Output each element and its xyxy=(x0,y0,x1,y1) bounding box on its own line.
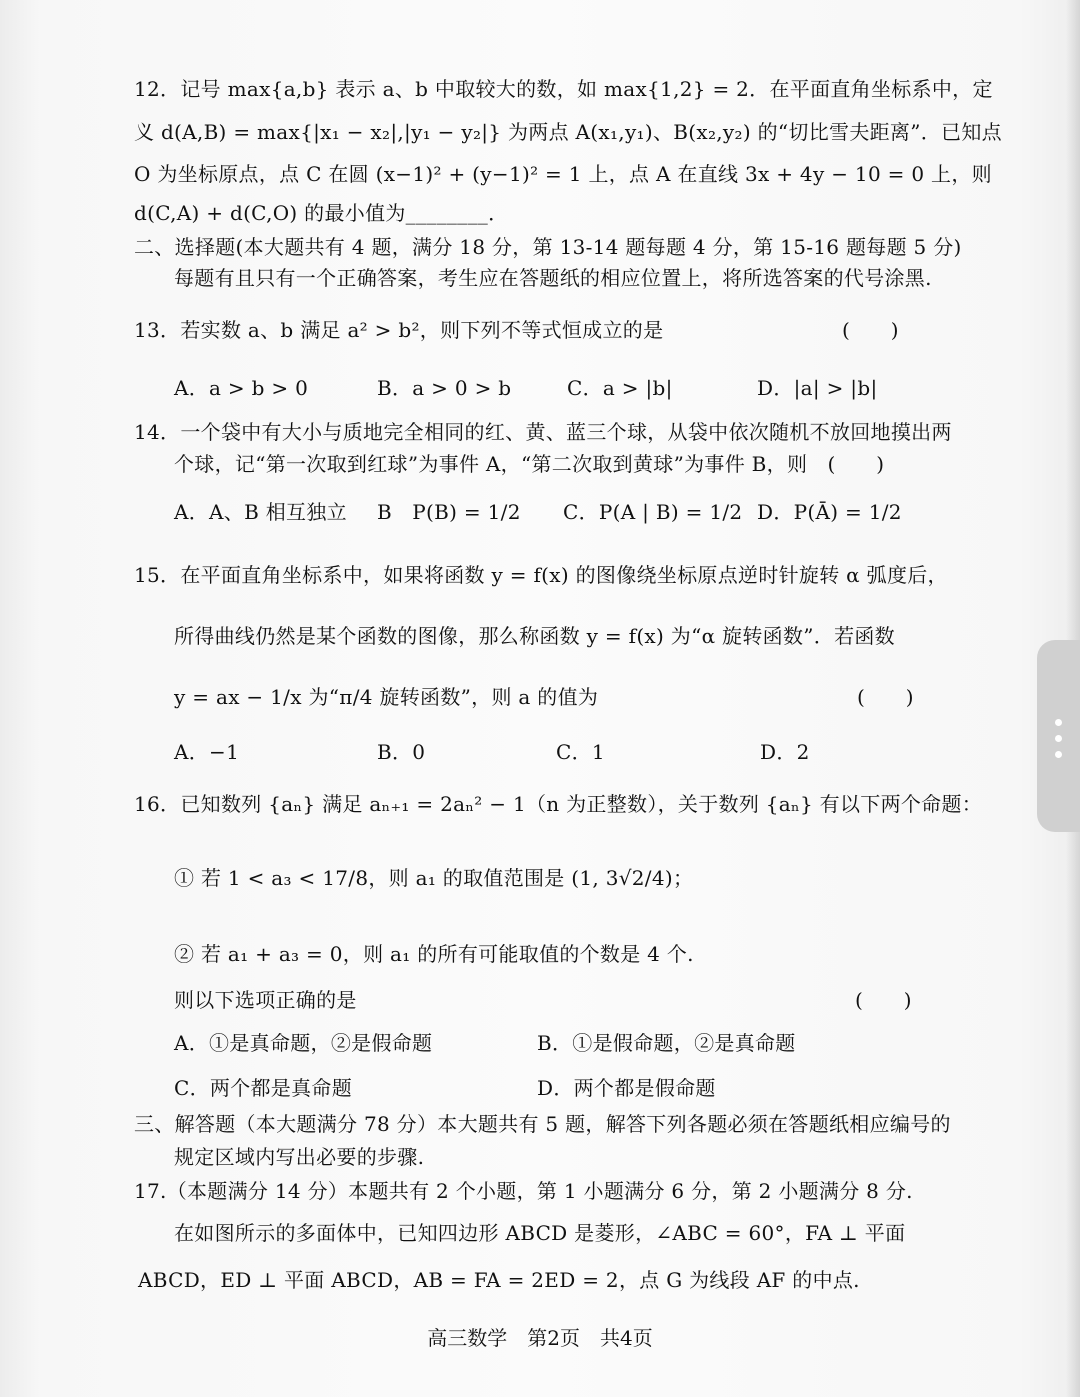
scroll-handle[interactable] xyxy=(1037,640,1080,832)
q16-option-c: C．两个都是真命题 xyxy=(174,1076,353,1100)
q12-line-3: O 为坐标原点，点 C 在圆 (x−1)² + (y−1)² = 1 上，点 A 在直线 3x + 4y − 10 = 0 上，则 xyxy=(134,162,992,186)
q15-option-d: D．2 xyxy=(760,740,810,764)
q13-stem: 13．若实数 a、b 满足 a² > b²，则下列不等式恒成立的是 xyxy=(134,318,664,342)
q14-stem-2: 个球，记“第一次取到红球”为事件 A，“第二次取到黄球”为事件 B，则 ( ) xyxy=(174,452,885,476)
q15-answer-bracket: ( ) xyxy=(857,685,914,709)
q15-stem-1: 15．在平面直角坐标系中，如果将函数 y = f(x) 的图像绕坐标原点逆时针旋转 α 弧度后， xyxy=(134,563,948,587)
section3-header: 三、解答题（本大题满分 78 分）本大题共有 5 题，解答下列各题必须在答题纸相应编号的 xyxy=(134,1112,951,1136)
section2-instruction: 每题有且只有一个正确答案，考生应在答题纸的相应位置上，将所选答案的代号涂黑. xyxy=(174,266,932,290)
q15-option-c: C．1 xyxy=(556,740,605,764)
q16-option-d: D．两个都是假命题 xyxy=(537,1076,716,1100)
handle-dot-icon xyxy=(1055,719,1062,726)
q16-option-a: A．①是真命题，②是假命题 xyxy=(174,1031,433,1055)
q17-stem-1: 在如图所示的多面体中，已知四边形 ABCD 是菱形，∠ABC = 60°，FA ⊥ 平面 xyxy=(174,1221,906,1245)
q15-stem-3: y = ax − 1/x 为“π/4 旋转函数”，则 a 的值为 xyxy=(174,685,599,709)
q16-prompt: 则以下选项正确的是 xyxy=(174,988,357,1012)
q16-answer-bracket: ( ) xyxy=(855,988,912,1012)
q16-proposition-1: ① 若 1 < a₃ < 17/8，则 a₁ 的取值范围是 (1, 3√2/4)； xyxy=(174,866,694,890)
q13-option-d: D．|a| > |b| xyxy=(757,376,878,400)
q13-option-c: C．a > |b| xyxy=(567,376,673,400)
section3-instruction: 规定区域内写出必要的步骤. xyxy=(174,1145,425,1169)
q15-option-b: B．0 xyxy=(377,740,426,764)
q14-option-c: C．P(A | B) = 1/2 xyxy=(563,500,743,524)
q17-stem-2: ABCD，ED ⊥ 平面 ABCD，AB = FA = 2ED = 2，点 G 为线段 AF 的中点. xyxy=(138,1268,860,1292)
handle-dot-icon xyxy=(1055,751,1062,758)
handle-dot-icon xyxy=(1055,735,1062,742)
q13-option-a: A．a > b > 0 xyxy=(174,376,309,400)
q12-line-1: 12．记号 max{a,b} 表示 a、b 中取较大的数，如 max{1,2} = 2．在平面直角坐标系中，定 xyxy=(134,77,993,101)
q15-stem-2: 所得曲线仍然是某个函数的图像，那么称函数 y = f(x) 为“α 旋转函数”．若函数 xyxy=(174,624,895,648)
q14-option-b: B P(B) = 1/2 xyxy=(377,500,521,524)
q16-option-b: B．①是假命题，②是真命题 xyxy=(537,1031,796,1055)
q14-option-a: A．A、B 相互独立 xyxy=(174,500,347,524)
q15-option-a: A．−1 xyxy=(174,740,240,764)
q12-line-2: 义 d(A,B) = max{|x₁ − x₂|,|y₁ − y₂|} 为两点 A(x₁,y₁)、B(x₂,y₂) 的“切比雪夫距离”．已知点 xyxy=(134,120,1002,144)
q12-line-4: d(C,A) + d(C,O) 的最小值为________． xyxy=(134,201,509,225)
page-footer: 高三数学 第2页 共4页 xyxy=(427,1326,653,1350)
q17-header: 17.（本题满分 14 分）本题共有 2 个小题，第 1 小题满分 6 分，第 2 小题满分 8 分. xyxy=(134,1179,913,1203)
q14-option-d: D．P(Ā) = 1/2 xyxy=(757,500,902,524)
q16-stem: 16．已知数列 {aₙ} 满足 aₙ₊₁ = 2aₙ² − 1（n 为正整数），关于数列 {aₙ} 有以下两个命题： xyxy=(134,792,983,816)
section2-header: 二、选择题(本大题共有 4 题，满分 18 分，第 13-14 题每题 4 分，第 15-16 题每题 5 分) xyxy=(134,235,962,259)
q13-answer-bracket: ( ) xyxy=(842,318,899,342)
q13-option-b: B．a > 0 > b xyxy=(377,376,512,400)
q14-stem-1: 14．一个袋中有大小与质地完全相同的红、黄、蓝三个球，从袋中依次随机不放回地摸出两 xyxy=(134,420,952,444)
q16-proposition-2: ② 若 a₁ + a₃ = 0，则 a₁ 的所有可能取值的个数是 4 个. xyxy=(174,942,694,966)
